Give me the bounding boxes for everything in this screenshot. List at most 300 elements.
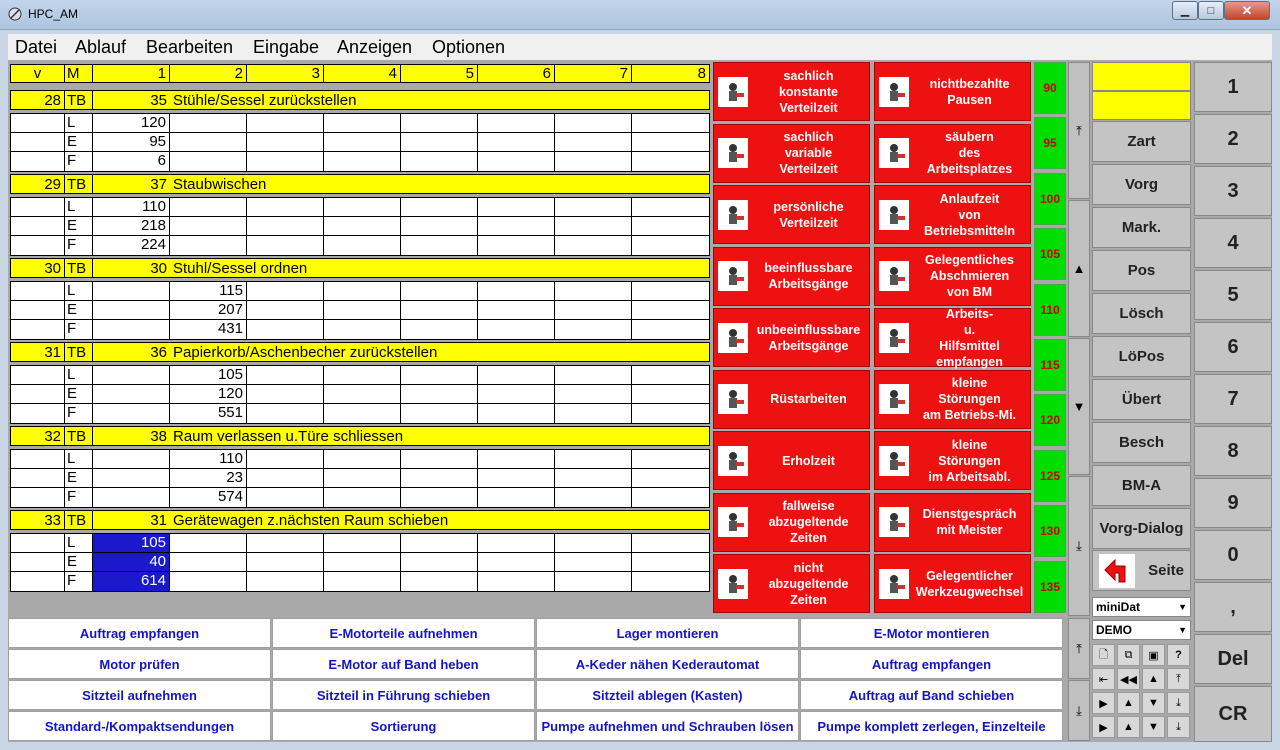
cell-col-6[interactable] [478, 469, 555, 487]
table-row[interactable] [11, 133, 709, 152]
cell-col-6[interactable] [478, 553, 555, 571]
cell-col-5[interactable] [401, 534, 478, 552]
percent-button[interactable]: 90 [1034, 62, 1066, 114]
table-row[interactable] [11, 450, 709, 469]
cell-col-7[interactable] [555, 320, 632, 339]
cell-v[interactable] [11, 217, 65, 235]
category-button-right-4[interactable] [874, 308, 1031, 367]
dat-select[interactable] [1092, 597, 1191, 617]
cell-col-1[interactable]: 40 [93, 553, 170, 571]
cell-col-6[interactable] [478, 320, 555, 339]
task-button[interactable]: Standard-/Kompaktsendungen [8, 711, 271, 741]
cell-col-2[interactable]: 551 [170, 404, 247, 423]
cell-col-6[interactable] [478, 114, 555, 132]
cell-col-3[interactable] [247, 366, 324, 384]
key-6-button[interactable]: 6 [1194, 322, 1272, 372]
table-row[interactable] [11, 366, 709, 385]
menu-ablauf[interactable]: Ablauf [75, 37, 127, 57]
cell-col-6[interactable] [478, 152, 555, 171]
cell-col-6[interactable] [478, 282, 555, 300]
cell-col-4[interactable] [324, 572, 401, 591]
task-button[interactable]: E-Motor auf Band heben [272, 649, 535, 679]
cell-col-8[interactable] [632, 572, 709, 591]
cell-col-4[interactable] [324, 469, 401, 487]
cell-col-5[interactable] [401, 366, 478, 384]
percent-button[interactable]: 100 [1034, 173, 1066, 225]
cell-col-7[interactable] [555, 282, 632, 300]
cell-col-4[interactable] [324, 320, 401, 339]
row-mode[interactable]: E [65, 217, 93, 235]
cell-col-4[interactable] [324, 450, 401, 468]
cell-col-8[interactable] [632, 366, 709, 384]
cell-v[interactable] [11, 366, 65, 384]
top-button[interactable] [1167, 668, 1190, 690]
cell-col-7[interactable] [555, 133, 632, 151]
cell-col-3[interactable] [247, 534, 324, 552]
row-mode[interactable]: F [65, 404, 93, 423]
task-button[interactable]: Sortierung [272, 711, 535, 741]
cell-col-4[interactable] [324, 236, 401, 255]
category-button-right-2[interactable] [874, 185, 1031, 244]
cell-col-5[interactable] [401, 572, 478, 591]
key-4-button[interactable]: 4 [1194, 218, 1272, 268]
cell-col-3[interactable] [247, 385, 324, 403]
cell-col-2[interactable] [170, 572, 247, 591]
cell-v[interactable] [11, 198, 65, 216]
cell-col-8[interactable] [632, 404, 709, 423]
row-mode[interactable]: L [65, 282, 93, 300]
task-button[interactable]: Auftrag empfangen [800, 649, 1063, 679]
cell-col-2[interactable]: 23 [170, 469, 247, 487]
cell-col-4[interactable] [324, 301, 401, 319]
percent-button[interactable]: 135 [1034, 561, 1066, 613]
cell-col-7[interactable] [555, 572, 632, 591]
task-scroll-down-button[interactable] [1068, 680, 1090, 741]
table-row[interactable] [11, 469, 709, 488]
prev-button[interactable] [1117, 668, 1140, 690]
up-small-button[interactable] [1117, 692, 1140, 714]
cell-col-8[interactable] [632, 385, 709, 403]
cell-col-3[interactable] [247, 236, 324, 255]
copy-button[interactable] [1117, 644, 1140, 666]
cell-col-4[interactable] [324, 534, 401, 552]
row-mode[interactable]: L [65, 366, 93, 384]
cell-col-2[interactable]: 115 [170, 282, 247, 300]
cell-col-8[interactable] [632, 469, 709, 487]
bm-a-button[interactable]: BM-A [1092, 465, 1191, 506]
cell-col-6[interactable] [478, 450, 555, 468]
down2-button[interactable] [1142, 716, 1165, 738]
cell-col-5[interactable] [401, 320, 478, 339]
cell-col-6[interactable] [478, 488, 555, 507]
minimize-button[interactable]: ▁ [1172, 1, 1198, 20]
key-8-button[interactable]: 8 [1194, 426, 1272, 476]
next-button[interactable] [1092, 692, 1115, 714]
cell-col-7[interactable] [555, 217, 632, 235]
zart-button[interactable]: Zart [1092, 121, 1191, 162]
cell-col-2[interactable]: 105 [170, 366, 247, 384]
cell-col-4[interactable] [324, 114, 401, 132]
cell-v[interactable] [11, 572, 65, 591]
category-button-left-5[interactable] [713, 370, 870, 429]
cell-col-4[interactable] [324, 198, 401, 216]
cell-col-3[interactable] [247, 217, 324, 235]
cell-col-3[interactable] [247, 282, 324, 300]
key-2-button[interactable]: 2 [1194, 114, 1272, 164]
scroll-down-button[interactable] [1068, 338, 1090, 475]
group-header[interactable] [10, 510, 710, 530]
cell-col-4[interactable] [324, 404, 401, 423]
cell-col-1[interactable]: 95 [93, 133, 170, 151]
cell-col-8[interactable] [632, 133, 709, 151]
category-button-right-7[interactable] [874, 493, 1031, 552]
cell-v[interactable] [11, 385, 65, 403]
menu-eingabe[interactable]: Eingabe [253, 37, 320, 57]
percent-button[interactable]: 115 [1034, 339, 1066, 391]
cell-col-6[interactable] [478, 236, 555, 255]
up-button[interactable] [1142, 668, 1165, 690]
row-mode[interactable]: E [65, 553, 93, 571]
close-button[interactable]: ✕ [1224, 1, 1270, 20]
percent-button[interactable]: 95 [1034, 117, 1066, 169]
cell-v[interactable] [11, 534, 65, 552]
table-row[interactable] [11, 553, 709, 572]
cell-col-5[interactable] [401, 404, 478, 423]
cell-col-6[interactable] [478, 404, 555, 423]
up2-button[interactable] [1117, 716, 1140, 738]
cell-col-8[interactable] [632, 553, 709, 571]
row-mode[interactable]: L [65, 534, 93, 552]
cell-col-5[interactable] [401, 114, 478, 132]
cell-col-4[interactable] [324, 366, 401, 384]
table-row[interactable] [11, 488, 709, 507]
task-button[interactable]: Motor prüfen [8, 649, 271, 679]
menu-datei[interactable]: Datei [15, 37, 58, 57]
new-doc-button[interactable] [1092, 644, 1115, 666]
l-pos-button[interactable]: LöPos [1092, 336, 1191, 377]
row-mode[interactable]: E [65, 385, 93, 403]
menu-bearbeiten[interactable]: Bearbeiten [146, 37, 234, 57]
key-cr-button[interactable]: CR [1194, 686, 1272, 742]
row-mode[interactable]: F [65, 236, 93, 255]
menu-optionen[interactable]: Optionen [432, 37, 506, 57]
cell-col-3[interactable] [247, 572, 324, 591]
cell-v[interactable] [11, 450, 65, 468]
category-button-left-8[interactable] [713, 554, 870, 613]
cell-col-6[interactable] [478, 385, 555, 403]
group-header[interactable] [10, 174, 710, 194]
category-button-left-0[interactable] [713, 62, 870, 121]
right-button[interactable] [1092, 716, 1115, 738]
cell-col-2[interactable] [170, 133, 247, 151]
cell-v[interactable] [11, 553, 65, 571]
cell-col-8[interactable] [632, 320, 709, 339]
category-button-left-1[interactable] [713, 124, 870, 183]
cell-col-3[interactable] [247, 198, 324, 216]
key-3-button[interactable]: 3 [1194, 166, 1272, 216]
cell-col-5[interactable] [401, 236, 478, 255]
cell-col-8[interactable] [632, 114, 709, 132]
mark-button[interactable]: Mark. [1092, 207, 1191, 248]
key-5-button[interactable]: 5 [1194, 270, 1272, 320]
cell-col-7[interactable] [555, 236, 632, 255]
table-row[interactable] [11, 320, 709, 339]
cell-v[interactable] [11, 152, 65, 171]
task-button[interactable]: E-Motor montieren [800, 618, 1063, 648]
first-button[interactable] [1092, 668, 1115, 690]
cell-col-1[interactable] [93, 385, 170, 403]
cell-col-2[interactable] [170, 553, 247, 571]
cell-col-6[interactable] [478, 301, 555, 319]
cell-col-3[interactable] [247, 114, 324, 132]
row-mode[interactable]: F [65, 320, 93, 339]
cell-col-1[interactable]: 218 [93, 217, 170, 235]
cell-col-5[interactable] [401, 301, 478, 319]
row-mode[interactable]: E [65, 301, 93, 319]
mode-select[interactable] [1092, 620, 1191, 640]
cell-col-7[interactable] [555, 366, 632, 384]
cell-col-1[interactable] [93, 488, 170, 507]
task-button[interactable]: Lager montieren [536, 618, 799, 648]
category-button-right-1[interactable] [874, 124, 1031, 183]
table-row[interactable] [11, 534, 709, 553]
category-button-right-5[interactable] [874, 370, 1031, 429]
scroll-up-button[interactable] [1068, 200, 1090, 337]
cell-v[interactable] [11, 114, 65, 132]
cell-col-5[interactable] [401, 385, 478, 403]
key-0-button[interactable]: 0 [1194, 530, 1272, 580]
cell-col-7[interactable] [555, 152, 632, 171]
cell-col-8[interactable] [632, 488, 709, 507]
cell-col-4[interactable] [324, 217, 401, 235]
category-button-right-8[interactable] [874, 554, 1031, 613]
cell-col-8[interactable] [632, 450, 709, 468]
key-comma-button[interactable]: , [1194, 582, 1272, 632]
row-mode[interactable]: F [65, 572, 93, 591]
cell-col-6[interactable] [478, 198, 555, 216]
row-mode[interactable]: L [65, 114, 93, 132]
cell-col-3[interactable] [247, 469, 324, 487]
vorg-dialog-button[interactable]: Vorg-Dialog [1092, 508, 1191, 549]
cell-col-2[interactable] [170, 198, 247, 216]
cell-col-7[interactable] [555, 450, 632, 468]
cell-col-7[interactable] [555, 469, 632, 487]
category-button-right-0[interactable] [874, 62, 1031, 121]
row-mode[interactable]: L [65, 198, 93, 216]
cell-col-1[interactable]: 110 [93, 198, 170, 216]
cell-col-2[interactable]: 120 [170, 385, 247, 403]
task-button[interactable]: Sitzteil in Führung schieben [272, 680, 535, 710]
cell-col-5[interactable] [401, 198, 478, 216]
category-button-left-4[interactable] [713, 308, 870, 367]
cell-col-7[interactable] [555, 488, 632, 507]
row-mode[interactable]: L [65, 450, 93, 468]
cell-col-1[interactable] [93, 404, 170, 423]
table-row[interactable] [11, 236, 709, 255]
cell-col-8[interactable] [632, 301, 709, 319]
category-button-right-3[interactable] [874, 247, 1031, 306]
category-button-left-6[interactable] [713, 431, 870, 490]
cell-col-3[interactable] [247, 133, 324, 151]
cell-col-4[interactable] [324, 488, 401, 507]
cell-col-5[interactable] [401, 553, 478, 571]
cell-col-1[interactable]: 120 [93, 114, 170, 132]
scroll-bottom-button[interactable] [1068, 476, 1090, 616]
cell-col-8[interactable] [632, 217, 709, 235]
cell-col-5[interactable] [401, 282, 478, 300]
cell-col-7[interactable] [555, 385, 632, 403]
cell-col-3[interactable] [247, 553, 324, 571]
cell-col-3[interactable] [247, 320, 324, 339]
cell-col-7[interactable] [555, 301, 632, 319]
cell-col-8[interactable] [632, 282, 709, 300]
group-header[interactable] [10, 258, 710, 278]
cell-v[interactable] [11, 404, 65, 423]
input-box-1[interactable] [1092, 62, 1191, 91]
cell-col-3[interactable] [247, 488, 324, 507]
group-header[interactable] [10, 426, 710, 446]
l-sch-button[interactable]: Lösch [1092, 293, 1191, 334]
cell-col-4[interactable] [324, 133, 401, 151]
task-button[interactable]: Sitzteil aufnehmen [8, 680, 271, 710]
vorg-button[interactable]: Vorg [1092, 164, 1191, 205]
save-button[interactable] [1142, 644, 1165, 666]
cell-col-8[interactable] [632, 236, 709, 255]
menu-anzeigen[interactable]: Anzeigen [337, 37, 413, 57]
besch-button[interactable]: Besch [1092, 422, 1191, 463]
table-row[interactable] [11, 217, 709, 236]
cell-col-5[interactable] [401, 488, 478, 507]
cell-v[interactable] [11, 320, 65, 339]
cell-col-8[interactable] [632, 198, 709, 216]
cell-col-2[interactable]: 110 [170, 450, 247, 468]
cell-col-3[interactable] [247, 404, 324, 423]
cell-col-3[interactable] [247, 450, 324, 468]
category-button-left-3[interactable] [713, 247, 870, 306]
table-row[interactable] [11, 198, 709, 217]
task-scroll-up-button[interactable] [1068, 618, 1090, 679]
cell-col-1[interactable] [93, 301, 170, 319]
cell-v[interactable] [11, 282, 65, 300]
cell-col-2[interactable] [170, 152, 247, 171]
cell-col-6[interactable] [478, 217, 555, 235]
table-row[interactable] [11, 114, 709, 133]
table-row[interactable] [11, 152, 709, 171]
cell-col-7[interactable] [555, 114, 632, 132]
cell-col-6[interactable] [478, 366, 555, 384]
cell-col-2[interactable]: 574 [170, 488, 247, 507]
row-mode[interactable]: F [65, 488, 93, 507]
cell-v[interactable] [11, 133, 65, 151]
key-7-button[interactable]: 7 [1194, 374, 1272, 424]
cell-col-1[interactable]: 6 [93, 152, 170, 171]
cell-col-5[interactable] [401, 450, 478, 468]
cell-col-5[interactable] [401, 133, 478, 151]
cell-col-8[interactable] [632, 534, 709, 552]
row-mode[interactable]: E [65, 469, 93, 487]
end-button[interactable] [1167, 716, 1190, 738]
cell-col-8[interactable] [632, 152, 709, 171]
percent-button[interactable]: 105 [1034, 228, 1066, 280]
cell-col-6[interactable] [478, 572, 555, 591]
percent-button[interactable]: 125 [1034, 450, 1066, 502]
task-button[interactable]: Pumpe aufnehmen und Schrauben lösen [536, 711, 799, 741]
task-button[interactable]: Sitzteil ablegen (Kasten) [536, 680, 799, 710]
group-header[interactable] [10, 90, 710, 110]
cell-v[interactable] [11, 488, 65, 507]
cell-col-2[interactable] [170, 534, 247, 552]
task-button[interactable]: A-Keder nähen Kederautomat [536, 649, 799, 679]
bottom-button[interactable] [1167, 692, 1190, 714]
cell-col-3[interactable] [247, 301, 324, 319]
table-row[interactable] [11, 572, 709, 591]
cell-col-7[interactable] [555, 198, 632, 216]
cell-col-7[interactable] [555, 404, 632, 423]
percent-button[interactable]: 130 [1034, 505, 1066, 557]
cell-col-5[interactable] [401, 217, 478, 235]
task-button[interactable]: Auftrag empfangen [8, 618, 271, 648]
cell-v[interactable] [11, 469, 65, 487]
group-header[interactable] [10, 342, 710, 362]
percent-button[interactable]: 120 [1034, 394, 1066, 446]
row-mode[interactable]: E [65, 133, 93, 151]
cell-v[interactable] [11, 236, 65, 255]
task-button[interactable]: Auftrag auf Band schieben [800, 680, 1063, 710]
cell-col-4[interactable] [324, 282, 401, 300]
cell-col-1[interactable] [93, 366, 170, 384]
key-9-button[interactable]: 9 [1194, 478, 1272, 528]
cell-col-1[interactable] [93, 282, 170, 300]
category-button-right-6[interactable] [874, 431, 1031, 490]
cell-col-5[interactable] [401, 152, 478, 171]
table-row[interactable] [11, 385, 709, 404]
category-button-left-7[interactable] [713, 493, 870, 552]
cell-col-2[interactable] [170, 217, 247, 235]
cell-col-1[interactable] [93, 320, 170, 339]
cell-col-4[interactable] [324, 553, 401, 571]
cell-col-1[interactable] [93, 469, 170, 487]
cell-col-4[interactable] [324, 385, 401, 403]
cell-col-7[interactable] [555, 553, 632, 571]
table-row[interactable] [11, 282, 709, 301]
task-button[interactable]: E-Motorteile aufnehmen [272, 618, 535, 648]
task-button[interactable]: Pumpe komplett zerlegen, Einzelteile [800, 711, 1063, 741]
cell-col-3[interactable] [247, 152, 324, 171]
cell-col-7[interactable] [555, 534, 632, 552]
help-button[interactable] [1167, 644, 1190, 666]
cell-col-1[interactable]: 105 [93, 534, 170, 552]
cell-col-5[interactable] [401, 469, 478, 487]
seite-button[interactable] [1092, 550, 1191, 591]
key-del-button[interactable]: Del [1194, 634, 1272, 684]
row-mode[interactable]: F [65, 152, 93, 171]
cell-col-4[interactable] [324, 152, 401, 171]
cell-col-1[interactable]: 614 [93, 572, 170, 591]
key-1-button[interactable]: 1 [1194, 62, 1272, 112]
percent-button[interactable]: 110 [1034, 284, 1066, 336]
input-box-2[interactable] [1092, 91, 1191, 120]
maximize-button[interactable]: □ [1198, 1, 1224, 20]
cell-col-1[interactable] [93, 450, 170, 468]
pos-button[interactable]: Pos [1092, 250, 1191, 291]
scroll-top-button[interactable] [1068, 62, 1090, 199]
-bert-button[interactable]: Übert [1092, 379, 1191, 420]
cell-col-6[interactable] [478, 534, 555, 552]
cell-col-2[interactable] [170, 114, 247, 132]
cell-col-2[interactable] [170, 236, 247, 255]
table-row[interactable] [11, 301, 709, 320]
category-button-left-2[interactable] [713, 185, 870, 244]
